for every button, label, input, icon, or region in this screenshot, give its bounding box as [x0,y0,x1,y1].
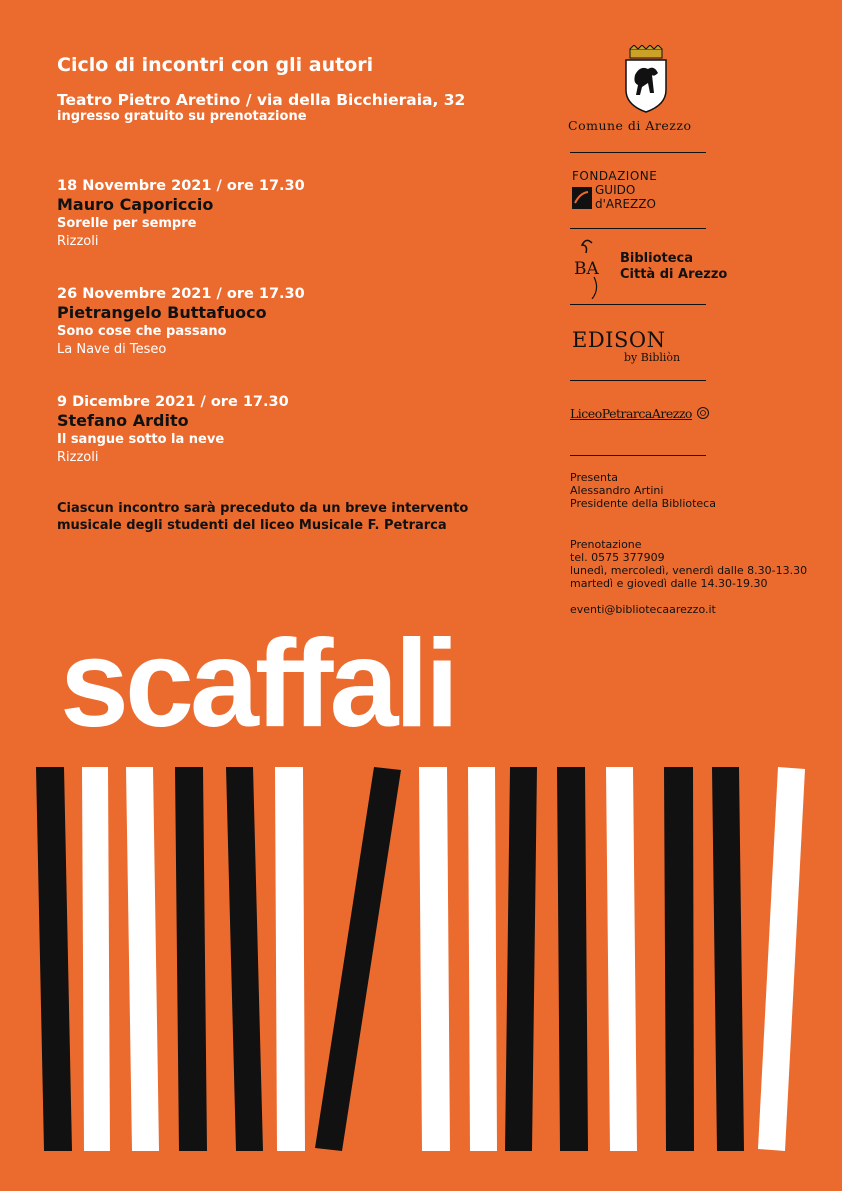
booking-hours: martedì e giovedì dalle 14.30-19.30 [570,577,768,590]
bar-4 [175,767,207,1151]
presenter-label: Presenta [570,471,619,484]
bar-8 [419,767,450,1151]
series-title: Ciclo di incontri con gli autori [57,54,374,76]
bar-10 [505,767,537,1151]
presenter-role: Presidente della Biblioteca [570,497,716,510]
event-publisher: Rizzoli [57,450,99,465]
bar-9 [468,767,497,1151]
venue: Teatro Pietro Aretino / via della Bicchieraia, 32 [57,91,466,109]
event-book: Sono cose che passano [57,324,227,339]
closing-note: Ciascun incontro sarà preceduto da un breve intervento musicale degli studenti del liceo Musicale F. Petrarca [57,501,469,533]
edison-label: EDISON [572,328,666,352]
booking-label: Prenotazione [570,538,642,551]
liceo-label: LiceoPetrarcaArezzo [570,406,692,421]
bar-5 [226,767,263,1151]
event-date: 18 Novembre 2021 / ore 17.30 [57,178,305,194]
edison-sub: by Bibliòn [624,351,681,364]
bar-2 [82,767,110,1151]
event-book: Il sangue sotto la neve [57,432,225,447]
bar-3 [126,767,159,1151]
biblioteca-label: Biblioteca [620,251,694,266]
main-title: scaffali [60,615,456,753]
fondazione-label: GUIDO [595,183,636,197]
event-book: Sorelle per sempre [57,216,197,231]
presenter-name: Alessandro Artini [570,484,664,497]
bar-14 [712,767,744,1151]
event-publisher: La Nave di Teseo [57,342,167,357]
event-date: 9 Dicembre 2021 / ore 17.30 [57,394,289,410]
biblioteca-label: Città di Arezzo [620,267,728,282]
bar-1 [36,767,72,1151]
bar-13 [664,767,694,1151]
event-author: Stefano Ardito [57,411,189,430]
booking-email: eventi@bibliotecaarezzo.it [570,603,716,616]
entry-note: ingresso gratuito su prenotazione [57,109,307,124]
event-author: Pietrangelo Buttafuoco [57,303,267,322]
comune-label: Comune di Arezzo [568,118,692,133]
bar-15 [758,767,805,1151]
bar-6 [275,767,305,1151]
event-author: Mauro Caporiccio [57,195,214,214]
booking-phone: tel. 0575 377909 [570,551,665,564]
booking-hours: lunedì, mercoledì, venerdì dalle 8.30-13.30 [570,564,808,577]
fondazione-label: d'AREZZO [595,197,656,211]
bar-11 [557,767,588,1151]
event-publisher: Rizzoli [57,234,99,249]
biblioteca-monogram: BA [574,259,599,279]
event-date: 26 Novembre 2021 / ore 17.30 [57,286,305,302]
bar-12 [606,767,637,1151]
fondazione-label: FONDAZIONE [572,169,658,183]
bar-7 [315,767,401,1151]
